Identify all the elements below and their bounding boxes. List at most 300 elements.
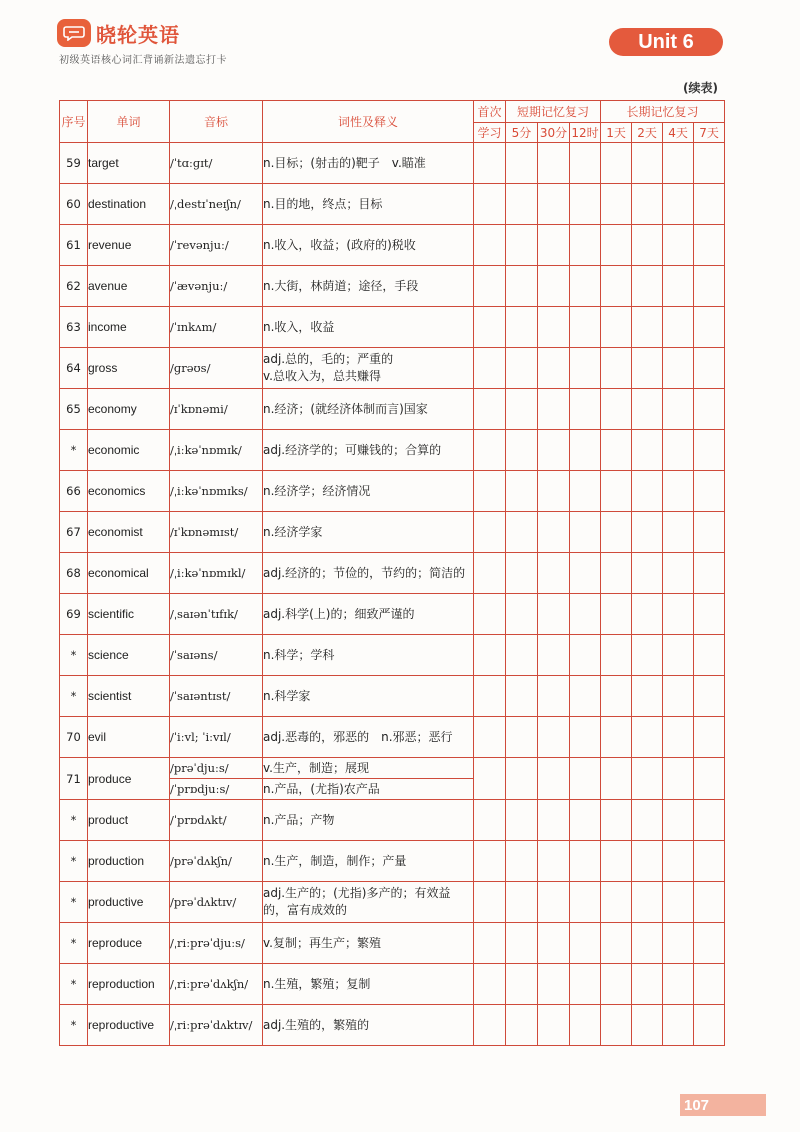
checkbox-cell[interactable] (632, 594, 663, 635)
checkbox-cell[interactable] (570, 923, 601, 964)
checkbox-cell[interactable] (694, 471, 725, 512)
phonetic-cell: /ˈrevənjuː/ (170, 225, 263, 266)
book-subtitle: 初级英语核心词汇背诵新法遗忘打卡 (59, 55, 227, 66)
checkbox-cell[interactable] (570, 430, 601, 471)
checkbox-cell[interactable] (506, 1005, 538, 1046)
checkbox-cell[interactable] (570, 553, 601, 594)
word-cell: scientific (88, 594, 170, 635)
checkbox-cell[interactable] (474, 841, 506, 882)
checkbox-cell[interactable] (632, 143, 663, 184)
row-number: * (60, 676, 88, 717)
checkbox-cell[interactable] (663, 635, 694, 676)
table-row (60, 348, 725, 389)
checkbox-cell[interactable] (570, 389, 601, 430)
checkbox-cell[interactable] (570, 594, 601, 635)
checkbox-cell[interactable] (663, 184, 694, 225)
phonetic-cell: /ˌiːkəˈnɒmɪks/ (170, 471, 263, 512)
checkbox-cell[interactable] (570, 184, 601, 225)
checkbox-cell[interactable] (694, 553, 725, 594)
definition-line: n.收入，收益；(政府的)税收 (263, 237, 416, 252)
checkbox-cell[interactable] (506, 553, 538, 594)
definition-line: n.产品；产物 (263, 812, 335, 827)
definition-cell (263, 225, 474, 266)
checkbox-cell[interactable] (474, 635, 506, 676)
definition-cell (263, 841, 474, 882)
checkbox-cell[interactable] (474, 225, 506, 266)
row-number: 70 (60, 717, 88, 758)
row-number: * (60, 1005, 88, 1046)
header-first-sub: 学习 (474, 123, 506, 143)
checkbox-cell[interactable] (601, 964, 632, 1005)
table-row (60, 1005, 725, 1046)
checkbox-cell[interactable] (694, 841, 725, 882)
definition-line: n.大街，林荫道；途径，手段 (263, 278, 419, 293)
table-row (60, 841, 725, 882)
header-long-col: 1天 (601, 123, 632, 143)
phonetic-cell: /ˌiːkəˈnɒmɪkl/ (170, 553, 263, 594)
checkbox-cell[interactable] (663, 758, 694, 800)
checkbox-cell[interactable] (694, 1005, 725, 1046)
definition-cell (263, 635, 474, 676)
definition-cell (263, 512, 474, 553)
continued-label: (续表) (683, 81, 718, 95)
table-row (60, 594, 725, 635)
row-number: 69 (60, 594, 88, 635)
phonetic-cell: /prəˈdʌkʃn/ (170, 841, 263, 882)
checkbox-cell[interactable] (474, 553, 506, 594)
checkbox-cell[interactable] (663, 266, 694, 307)
checkbox-cell[interactable] (506, 184, 538, 225)
checkbox-cell[interactable] (474, 1005, 506, 1046)
header-short-term: 短期记忆复习 (506, 101, 601, 123)
table-row (60, 471, 725, 512)
checkbox-cell[interactable] (570, 717, 601, 758)
word-cell: reproductive (88, 1005, 170, 1046)
checkbox-cell[interactable] (506, 471, 538, 512)
brand-logo (57, 18, 180, 48)
definition-line: adj.经济的；节俭的，节约的；简洁的 (263, 565, 466, 580)
checkbox-cell[interactable] (632, 430, 663, 471)
checkbox-cell[interactable] (663, 471, 694, 512)
chat-bubble-icon (57, 19, 91, 47)
checkbox-cell[interactable] (663, 717, 694, 758)
word-cell: avenue (88, 266, 170, 307)
phonetic-cell: /ˌriːprəˈdʌktɪv/ (170, 1005, 263, 1046)
checkbox-cell[interactable] (632, 389, 663, 430)
checkbox-cell[interactable] (632, 964, 663, 1005)
checkbox-cell[interactable] (538, 594, 570, 635)
header-short-col: 30分 (538, 123, 570, 143)
checkbox-cell[interactable] (663, 800, 694, 841)
checkbox-cell[interactable] (506, 800, 538, 841)
checkbox-cell[interactable] (694, 225, 725, 266)
checkbox-cell[interactable] (601, 348, 632, 389)
definition-line: adj.总的，毛的；严重的 (263, 352, 394, 366)
checkbox-cell[interactable] (663, 923, 694, 964)
phonetic-cell: /ˌriːprəˈdjuːs/ (170, 923, 263, 964)
checkbox-cell[interactable] (570, 225, 601, 266)
definition-cell (263, 348, 474, 389)
checkbox-cell[interactable] (601, 1005, 632, 1046)
brand-name: 晓轮英语 (96, 22, 180, 47)
checkbox-cell[interactable] (506, 143, 538, 184)
checkbox-cell[interactable] (474, 307, 506, 348)
checkbox-cell[interactable] (538, 266, 570, 307)
phonetic-cell: /ˈtɑːɡɪt/ (170, 143, 263, 184)
checkbox-cell[interactable] (632, 841, 663, 882)
checkbox-cell[interactable] (538, 348, 570, 389)
checkbox-cell[interactable] (694, 594, 725, 635)
phonetic-cell: /ˈævənjuː/ (170, 266, 263, 307)
checkbox-cell[interactable] (474, 471, 506, 512)
checkbox-cell[interactable] (601, 676, 632, 717)
checkbox-cell[interactable] (663, 348, 694, 389)
checkbox-cell[interactable] (506, 307, 538, 348)
phonetic-cell: /ˌriːprəˈdʌkʃn/ (170, 964, 263, 1005)
definition-cell (263, 553, 474, 594)
phonetic-cell: /prəˈdjuːs/ (170, 758, 263, 779)
row-number: 60 (60, 184, 88, 225)
checkbox-cell[interactable] (570, 964, 601, 1005)
checkbox-cell[interactable] (474, 184, 506, 225)
checkbox-cell[interactable] (601, 800, 632, 841)
checkbox-cell[interactable] (538, 143, 570, 184)
row-number: * (60, 841, 88, 882)
checkbox-cell[interactable] (663, 964, 694, 1005)
checkbox-cell[interactable] (694, 307, 725, 348)
checkbox-cell[interactable] (694, 266, 725, 307)
checkbox-cell[interactable] (632, 676, 663, 717)
word-cell: productive (88, 882, 170, 923)
checkbox-cell[interactable] (506, 758, 538, 800)
phonetic-cell: /ˌsaɪənˈtɪfɪk/ (170, 594, 263, 635)
row-number: 59 (60, 143, 88, 184)
checkbox-cell[interactable] (538, 430, 570, 471)
checkbox-cell[interactable] (632, 512, 663, 553)
table-row (60, 553, 725, 594)
checkbox-cell[interactable] (663, 594, 694, 635)
checkbox-cell[interactable] (632, 1005, 663, 1046)
checkbox-cell[interactable] (506, 430, 538, 471)
checkbox-cell[interactable] (474, 717, 506, 758)
checkbox-cell[interactable] (570, 800, 601, 841)
word-cell: produce (88, 758, 170, 800)
checkbox-cell[interactable] (538, 635, 570, 676)
checkbox-cell[interactable] (632, 717, 663, 758)
checkbox-cell[interactable] (506, 348, 538, 389)
row-number: 64 (60, 348, 88, 389)
checkbox-cell[interactable] (663, 143, 694, 184)
checkbox-cell[interactable] (663, 1005, 694, 1046)
definition-cell (263, 266, 474, 307)
checkbox-cell[interactable] (538, 758, 570, 800)
checkbox-cell[interactable] (538, 882, 570, 923)
checkbox-cell[interactable] (506, 717, 538, 758)
checkbox-cell[interactable] (632, 184, 663, 225)
vocabulary-table (59, 100, 725, 1046)
checkbox-cell[interactable] (538, 964, 570, 1005)
row-number: 65 (60, 389, 88, 430)
checkbox-cell[interactable] (570, 758, 601, 800)
checkbox-cell[interactable] (694, 348, 725, 389)
checkbox-cell[interactable] (474, 882, 506, 923)
checkbox-cell[interactable] (570, 348, 601, 389)
checkbox-cell[interactable] (506, 964, 538, 1005)
checkbox-cell[interactable] (632, 553, 663, 594)
checkbox-cell[interactable] (632, 471, 663, 512)
checkbox-cell[interactable] (570, 676, 601, 717)
checkbox-cell[interactable] (506, 841, 538, 882)
checkbox-cell[interactable] (474, 348, 506, 389)
checkbox-cell[interactable] (663, 553, 694, 594)
checkbox-cell[interactable] (632, 635, 663, 676)
checkbox-cell[interactable] (601, 594, 632, 635)
header-word: 单词 (88, 101, 170, 143)
checkbox-cell[interactable] (632, 307, 663, 348)
checkbox-cell[interactable] (474, 430, 506, 471)
header-long-col: 4天 (663, 123, 694, 143)
checkbox-cell[interactable] (694, 800, 725, 841)
checkbox-cell[interactable] (601, 841, 632, 882)
checkbox-cell[interactable] (538, 841, 570, 882)
checkbox-cell[interactable] (694, 717, 725, 758)
checkbox-cell[interactable] (506, 676, 538, 717)
phonetic-cell: /ˈprɒdʌkt/ (170, 800, 263, 841)
checkbox-cell[interactable] (474, 266, 506, 307)
definition-line: adj.生产的；(尤指)多产的；有效益的，富有成效的 (263, 886, 451, 917)
definition-line: n.收入，收益 (263, 319, 335, 334)
checkbox-cell[interactable] (601, 635, 632, 676)
definition-line: v.复制；再生产；繁殖 (263, 935, 381, 950)
checkbox-cell[interactable] (538, 800, 570, 841)
word-cell: economist (88, 512, 170, 553)
checkbox-cell[interactable] (694, 389, 725, 430)
word-cell: production (88, 841, 170, 882)
checkbox-cell[interactable] (570, 307, 601, 348)
word-cell: economics (88, 471, 170, 512)
checkbox-cell[interactable] (538, 1005, 570, 1046)
checkbox-cell[interactable] (570, 635, 601, 676)
checkbox-cell[interactable] (474, 758, 506, 800)
checkbox-cell[interactable] (694, 184, 725, 225)
checkbox-cell[interactable] (601, 882, 632, 923)
checkbox-cell[interactable] (601, 758, 632, 800)
checkbox-cell[interactable] (601, 389, 632, 430)
checkbox-cell[interactable] (663, 430, 694, 471)
checkbox-cell[interactable] (474, 143, 506, 184)
checkbox-cell[interactable] (694, 143, 725, 184)
row-number: 62 (60, 266, 88, 307)
word-cell: scientist (88, 676, 170, 717)
table-row (60, 430, 725, 471)
checkbox-cell[interactable] (474, 923, 506, 964)
row-number: * (60, 635, 88, 676)
checkbox-cell[interactable] (694, 635, 725, 676)
checkbox-cell[interactable] (538, 512, 570, 553)
checkbox-cell[interactable] (506, 594, 538, 635)
checkbox-cell[interactable] (538, 389, 570, 430)
checkbox-cell[interactable] (506, 389, 538, 430)
checkbox-cell[interactable] (601, 430, 632, 471)
phonetic-cell: /ˈɪnkʌm/ (170, 307, 263, 348)
checkbox-cell[interactable] (663, 882, 694, 923)
definition-cell (263, 882, 474, 923)
checkbox-cell[interactable] (632, 225, 663, 266)
checkbox-cell[interactable] (474, 800, 506, 841)
definition-line: adj.生殖的，繁殖的 (263, 1017, 370, 1032)
checkbox-cell[interactable] (601, 143, 632, 184)
checkbox-cell[interactable] (570, 512, 601, 553)
checkbox-cell[interactable] (570, 882, 601, 923)
row-number: 66 (60, 471, 88, 512)
checkbox-cell[interactable] (474, 512, 506, 553)
word-cell: income (88, 307, 170, 348)
table-row (60, 800, 725, 841)
checkbox-cell[interactable] (601, 307, 632, 348)
definition-line: n.生产，制造，制作；产量 (263, 853, 407, 868)
checkbox-cell[interactable] (601, 512, 632, 553)
checkbox-cell[interactable] (601, 717, 632, 758)
checkbox-cell[interactable] (538, 553, 570, 594)
checkbox-cell[interactable] (570, 1005, 601, 1046)
checkbox-cell[interactable] (601, 184, 632, 225)
table-row (60, 143, 725, 184)
word-cell: science (88, 635, 170, 676)
checkbox-cell[interactable] (694, 676, 725, 717)
checkbox-cell[interactable] (506, 225, 538, 266)
checkbox-cell[interactable] (506, 882, 538, 923)
phonetic-cell: /prəˈdʌktɪv/ (170, 882, 263, 923)
table-row (60, 307, 725, 348)
row-number: * (60, 800, 88, 841)
checkbox-cell[interactable] (570, 471, 601, 512)
definition-cell (263, 389, 474, 430)
checkbox-cell[interactable] (663, 307, 694, 348)
header-definition: 词性及释义 (263, 101, 474, 143)
definition-cell (263, 471, 474, 512)
phonetic-cell: /ˌdestɪˈneɪʃn/ (170, 184, 263, 225)
checkbox-cell[interactable] (538, 676, 570, 717)
table-row (60, 389, 725, 430)
word-cell: economy (88, 389, 170, 430)
checkbox-cell[interactable] (538, 923, 570, 964)
table-body (60, 143, 725, 1046)
word-cell: gross (88, 348, 170, 389)
checkbox-cell[interactable] (694, 512, 725, 553)
definition-cell (263, 964, 474, 1005)
definition-line: n.目标；(射击的)靶子 v.瞄准 (263, 155, 426, 170)
definition-cell (263, 430, 474, 471)
definition-cell (263, 676, 474, 717)
checkbox-cell[interactable] (663, 389, 694, 430)
definition-cell (263, 923, 474, 964)
checkbox-cell[interactable] (632, 348, 663, 389)
definition-line: n.经济；(就经济体制而言)国家 (263, 401, 428, 416)
row-number: 61 (60, 225, 88, 266)
checkbox-cell[interactable] (694, 964, 725, 1005)
phonetic-cell: /ˈsaɪəntɪst/ (170, 676, 263, 717)
word-cell: destination (88, 184, 170, 225)
checkbox-cell[interactable] (474, 594, 506, 635)
checkbox-cell[interactable] (570, 143, 601, 184)
row-number: 71 (60, 758, 88, 800)
checkbox-cell[interactable] (601, 266, 632, 307)
phonetic-cell: /ˈprɒdjuːs/ (170, 779, 263, 800)
checkbox-cell[interactable] (474, 676, 506, 717)
checkbox-cell[interactable] (694, 430, 725, 471)
checkbox-cell[interactable] (538, 184, 570, 225)
checkbox-cell[interactable] (601, 225, 632, 266)
unit-badge: Unit 6 (609, 28, 723, 56)
definition-line: adj.恶毒的，邪恶的 n.邪恶；恶行 (263, 729, 453, 744)
header-ipa: 音标 (170, 101, 263, 143)
table-row (60, 225, 725, 266)
checkbox-cell[interactable] (506, 512, 538, 553)
checkbox-cell[interactable] (538, 717, 570, 758)
definition-line: adj.科学(上)的；细致严谨的 (263, 606, 415, 621)
checkbox-cell[interactable] (601, 923, 632, 964)
definition-line: adj.经济学的；可赚钱的；合算的 (263, 442, 442, 457)
checkbox-cell[interactable] (570, 266, 601, 307)
word-cell: reproduce (88, 923, 170, 964)
header-long-col: 2天 (632, 123, 663, 143)
row-number: 67 (60, 512, 88, 553)
checkbox-cell[interactable] (632, 800, 663, 841)
word-cell: revenue (88, 225, 170, 266)
table-row (60, 635, 725, 676)
page-number: 107 (680, 1094, 766, 1116)
row-number: 63 (60, 307, 88, 348)
checkbox-cell[interactable] (663, 225, 694, 266)
checkbox-cell[interactable] (474, 964, 506, 1005)
phonetic-cell: /ɡrəʊs/ (170, 348, 263, 389)
table-row (60, 758, 725, 779)
checkbox-cell[interactable] (632, 758, 663, 800)
checkbox-cell[interactable] (538, 225, 570, 266)
definition-cell (263, 594, 474, 635)
checkbox-cell[interactable] (506, 923, 538, 964)
row-number: 68 (60, 553, 88, 594)
checkbox-cell[interactable] (663, 841, 694, 882)
checkbox-cell[interactable] (474, 389, 506, 430)
checkbox-cell[interactable] (538, 471, 570, 512)
checkbox-cell[interactable] (632, 882, 663, 923)
checkbox-cell[interactable] (663, 512, 694, 553)
phonetic-cell: /ˈiːvl; ˈiːvɪl/ (170, 717, 263, 758)
checkbox-cell[interactable] (601, 553, 632, 594)
checkbox-cell[interactable] (506, 266, 538, 307)
table-row (60, 964, 725, 1005)
checkbox-cell[interactable] (538, 307, 570, 348)
checkbox-cell[interactable] (694, 758, 725, 800)
checkbox-cell[interactable] (694, 923, 725, 964)
header-first: 首次 (474, 101, 506, 123)
checkbox-cell[interactable] (506, 635, 538, 676)
definition-cell (263, 307, 474, 348)
checkbox-cell[interactable] (694, 882, 725, 923)
definition-cell: n.产品，(尤指)农产品 (263, 779, 474, 800)
definition-line: n.目的地，终点；目标 (263, 196, 383, 211)
header-short-col: 12时 (570, 123, 601, 143)
checkbox-cell[interactable] (570, 841, 601, 882)
header-seq: 序号 (60, 101, 88, 143)
checkbox-cell[interactable] (663, 676, 694, 717)
checkbox-cell[interactable] (632, 266, 663, 307)
checkbox-cell[interactable] (601, 471, 632, 512)
checkbox-cell[interactable] (632, 923, 663, 964)
definition-cell (263, 1005, 474, 1046)
definition-line: n.科学家 (263, 688, 311, 703)
